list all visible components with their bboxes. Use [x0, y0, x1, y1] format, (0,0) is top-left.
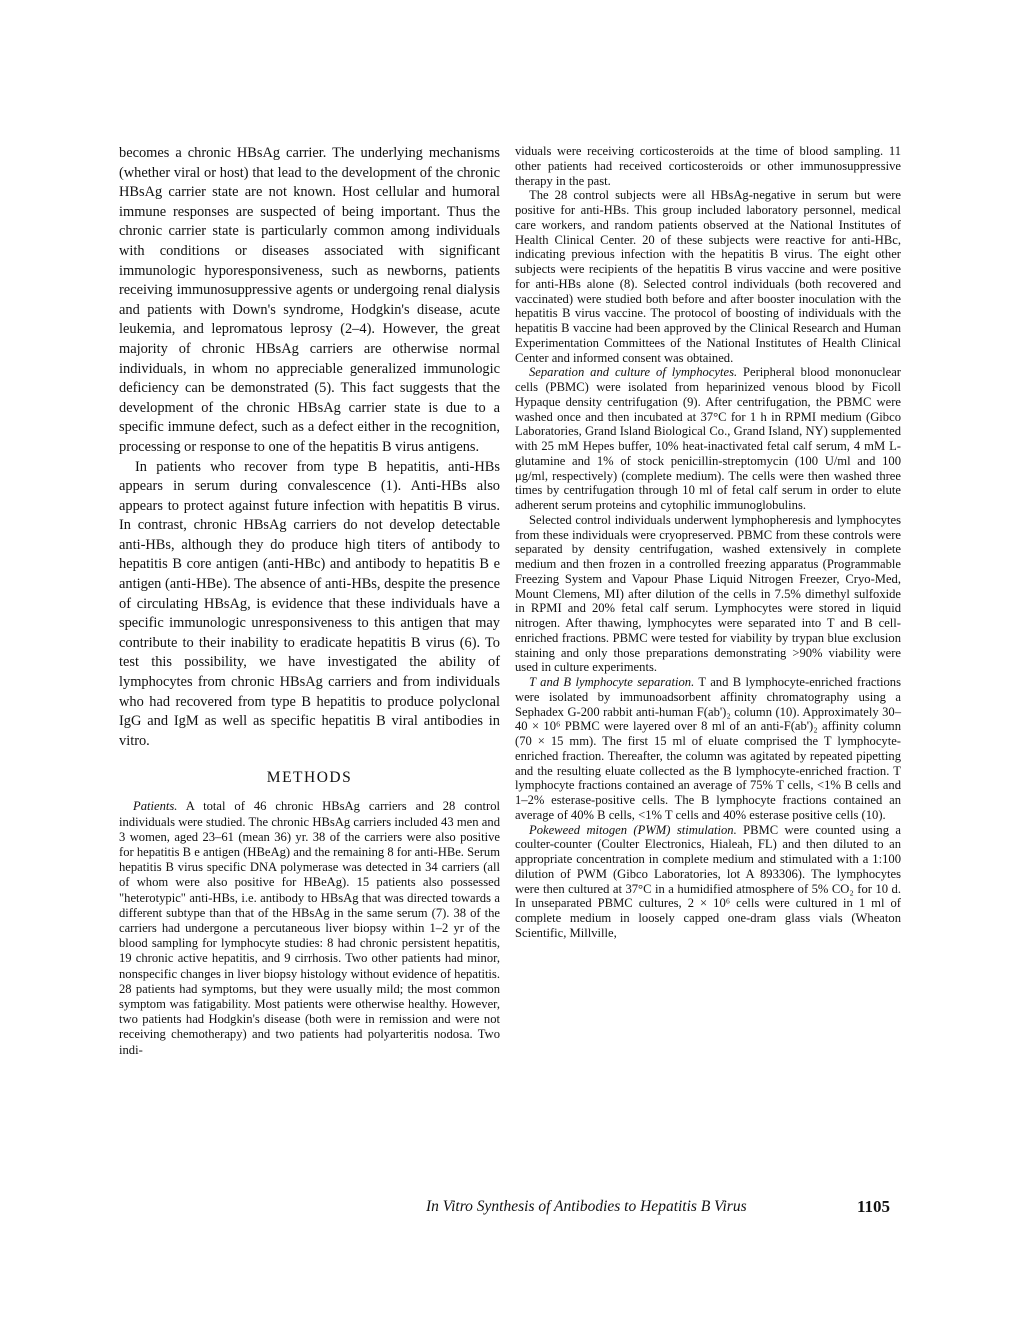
- tb-separation-text: T and B lymphocyte-enriched fractions were isolated by immunoadsorbent affinity chromatography using a Sephadex G-200 rabbit anti-human F(ab')₂ column (10). Approximately 30–40 × 10⁶ PBMC were layered over 8 ml of an anti-F(ab')₂ affinity column (70 × 15 mm). The first 15 ml of eluate comprised the T lymphocyte-enriched fraction. Thereafter, the column was agitated by repeated pipetting and the resulting eluate collected as the B lymphocyte-enriched fraction. T lymphocyte fractions contained an average of 75% T cells, <1% B cells and 1–2% esterase-positive cells. The B lymphocyte fractions contained an average of 40% B cells, <1% T cells and 40% esterase positive cells (10).: [515, 675, 901, 822]
- separation-runin-heading: Separation and culture of lymphocytes.: [529, 365, 738, 380]
- separation-text: Peripheral blood mononuclear cells (PBMC) were isolated from heparinized venous blood by Ficoll Hypaque density centrifugation (9). After centrifugation, the PBMC were washed once and then incubated at 37°C for 1 h in RPMI medium (Gibco Laboratories, Grand Island Biological Co., Grand Island, NY) supplemented with 25 mM Hepes buffer, 10% heat-inactivated fetal calf serum, 4 mM L-glutamine and 1% of stock penicillin-streptomycin (100 U/ml and 100 μg/ml, respectively) (complete medium). The cells were then washed three times by centrifugation through 10 ml of fetal calf serum in order to elute adherent serum proteins and cytophilic immunoglobulins.: [515, 365, 901, 512]
- tb-separation-runin-heading: T and B lymphocyte separation.: [529, 675, 695, 689]
- patients-continued-paragraph: viduals were receiving corticosteroids at the time of blood sampling. 11 other patients had received corticosteroids or other immunosuppressive therapy in the past.: [515, 144, 901, 188]
- left-column: [119, 144, 500, 1058]
- patients-runin-heading: Patients.: [133, 799, 178, 814]
- cryopreservation-paragraph: Selected control individuals underwent lymphopheresis and lymphocytes from these individuals were cryopreserved. PBMC from these controls were separated by density centrifugation, washed extensively in complete medium and then frozen in a controlled freezing apparatus (Programmable Freezing System and Vapour Phase Liquid Nitrogen Freezer, Cryo-Med, Mount Clemens, MI) after dilution of the cells in 7.5% dimethyl sulfoxide in RPMI and 20% fetal calf serum. Lymphocytes were stored in liquid nitrogen. After thawing, lymphocytes were separated into T and B cell-enriched fractions. PBMC were tested for viability by trypan blue exclusion staining and only those preparations demonstrating >90% viability were used in culture experiments.: [515, 512, 901, 675]
- page-number: 1105: [856, 1197, 890, 1216]
- tb-separation-paragraph: [515, 675, 901, 823]
- pwm-text: PBMC were counted using a coulter-counter (Coulter Electronics, Hialeah, FL) and then diluted to an appropriate concentration in complete medium and stimulated with a 1:100 dilution of PWM (Gibco Laboratories, lot A 893306). The lymphocytes were then cultured at 37°C in a humidified atmosphere of 5% CO₂ for 10 d. In unseparated PBMC cultures, 2 × 10⁶ cells were cultured in 1 ml of complete medium in loosely capped one-dram glass vials (Wheaton Scientific, Millville,: [515, 822, 901, 940]
- separation-paragraph: [515, 365, 901, 513]
- running-title: In Vitro Synthesis of Antibodies to Hepatitis B Virus: [426, 1198, 747, 1215]
- right-column: [515, 144, 901, 941]
- pwm-runin-heading: Pokeweed mitogen (PWM) stimulation.: [529, 822, 737, 837]
- patients-text: A total of 46 chronic HBsAg carriers and 28 control individuals were studied. The chronic HBsAg carriers included 43 men and 3 women, aged 23–61 (mean 36) yr. 38 of the carriers were also positive for hepatitis B e antigen (HBeAg) and the remaining 8 for anti-HBe. Serum hepatitis B virus specific DNA polymerase was detected in 34 carriers (all of whom were also positive for HBeAg). 15 patients also possessed "heterotypic" anti-HBs, i.e. antibody to HBsAg that was directed towards a different subtype than that of the HBsAg in the same serum (7). 38 of the carriers had undergone a percutaneous liver biopsy within 1–2 yr of the blood sampling for lymphocyte studies: 8 had chronic persistent hepatitis, 19 chronic active hepatitis, and 9 cirrhosis. Two other patients had minor, nonspecific changes in liver biopsy histology without evidence of hepatitis. 28 patients had symptoms, but they were usually mild; the most common symptom was fatigability. Most patients were otherwise healthy. However, two patients had Hodgkin's disease (both were in remission and were not receiving chemotherapy) and two patients had polyarteritis nodosa. Two indi-: [119, 799, 500, 1057]
- intro-paragraph-2: In patients who recover from type B hepatitis, anti-HBs appears in serum during convalescence (1). Anti-HBs also appears to protect against future infection with hepatitis B virus. In contrast, chronic HBsAg carriers do not develop detectable anti-HBs, although they do produce high titers of antibody to hepatitis B core antigen (anti-HBc) and antibody to hepatitis B e antigen (anti-HBe). The absence of anti-HBs, despite the presence of circulating HBsAg, is evidence that these individuals have a specific immunologic unresponsiveness to this antigen that may contribute to their inability to eradicate hepatitis B virus (6). To test this possibility, we have investigated the ability of lymphocytes from chronic HBsAg carriers and from individuals who had recovered from type B hepatitis to produce polyclonal IgG and IgM as well as specific hepatitis B viral antibodies in vitro.: [119, 458, 500, 749]
- controls-paragraph: The 28 control subjects were all HBsAg-negative in serum but were positive for anti-HBs. This group included laboratory personnel, medical care workers, and random patients observed at the National Institutes of Health Clinical Center. 20 of these subjects were reactive for anti-HBc, indicating previous infection with the hepatitis B virus. The eight other subjects were recipients of the hepatitis B virus vaccine and were positive for anti-HBs alone (8). Selected control individuals (both recovered and vaccinated) were studied both before and after booster inoculation with the hepatitis B virus vaccine. The protocol of boosting of individuals with the hepatitis B vaccine had been approved by the Clinical Research and Human Experimentation Committees of the National Institutes of Health Clinical Center and informed consent was obtained.: [515, 188, 901, 365]
- page-footer: [400, 1198, 890, 1226]
- patients-paragraph: [119, 799, 500, 1057]
- pwm-paragraph: [515, 823, 901, 941]
- section-heading-methods: METHODS: [266, 769, 353, 787]
- intro-paragraph-1: becomes a chronic HBsAg carrier. The underlying mechanisms (whether viral or host) that lead to the development of the chronic HBsAg carrier state are not known. Host cellular and humoral immune responses are suspected of being important. Thus the chronic carrier state is particularly common among individuals with conditions or diseases associated with significant immunologic hyporesponsiveness, such as newborns, patients receiving immunosuppressive agents or undergoing renal dialysis and patients with Down's syndrome, Hodgkin's disease, acute leukemia, and lepromatous leprosy (2–4). However, the great majority of chronic HBsAg carriers are otherwise normal individuals, in whom no appreciable generalized immunologic deficiency can be demonstrated (5). This fact suggests that the development of the chronic HBsAg carrier state is due to a specific immune defect, such as a defect either in the recognition, processing or response to one of the hepatitis B virus antigens.: [119, 145, 500, 455]
